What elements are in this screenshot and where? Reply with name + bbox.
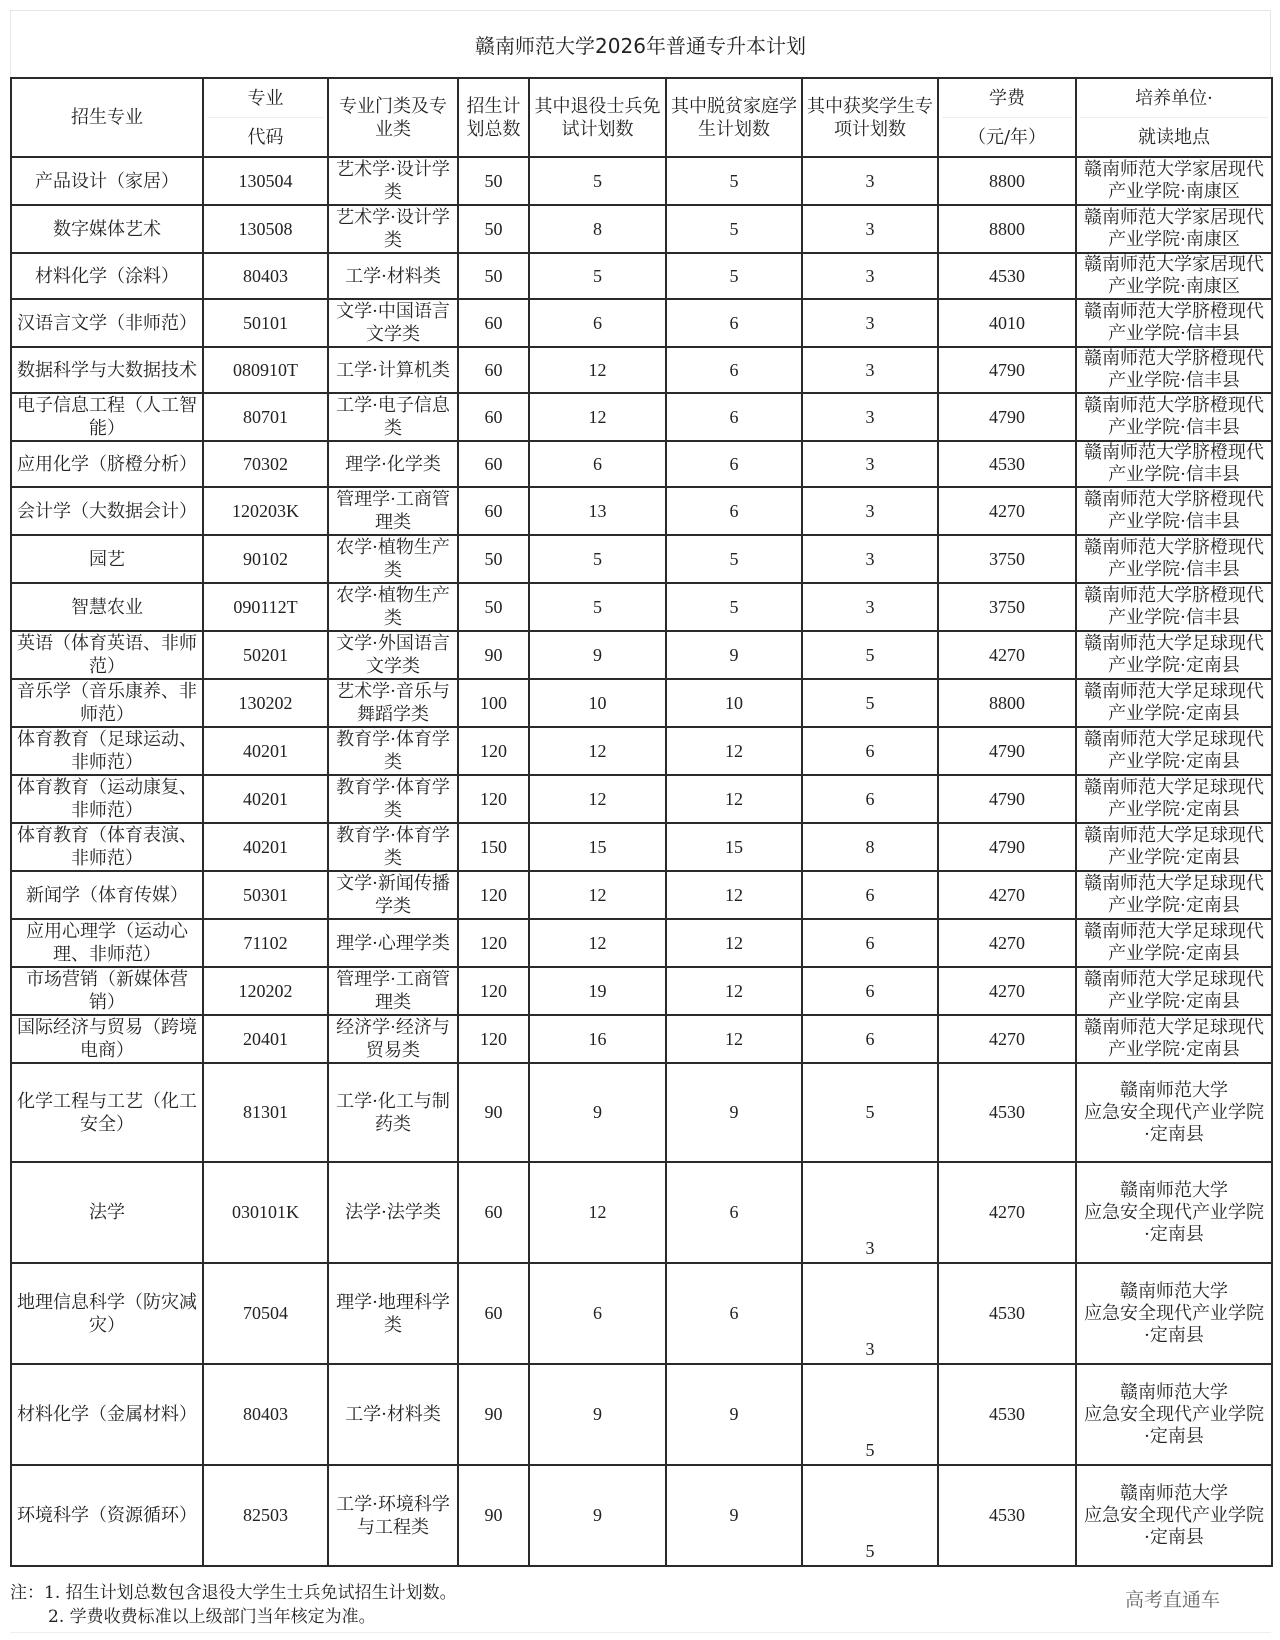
table-row: [11, 441, 1272, 487]
table-row: [11, 1465, 1272, 1566]
award-cell: 3: [802, 487, 938, 535]
code-cell: 120203K: [203, 487, 328, 535]
veteran-cell: 12: [529, 347, 666, 393]
category-cell: 理学·心理学类: [328, 919, 458, 967]
fee-cell: 4270: [938, 631, 1076, 679]
fee-cell: 4790: [938, 823, 1076, 871]
unit-cell: 赣南师范大学足球现代产业学院·定南县: [1076, 967, 1272, 1015]
table-row: [11, 157, 1272, 205]
category-cell: 管理学·工商管理类: [328, 967, 458, 1015]
fee-cell: 4530: [938, 1263, 1076, 1364]
table-row: [11, 775, 1272, 823]
unit-line: 赣南师范大学: [1120, 1482, 1228, 1504]
fee-cell: 4270: [938, 1162, 1076, 1263]
fee-cell: 8800: [938, 205, 1076, 253]
poverty-cell: 12: [666, 1015, 802, 1063]
total-cell: 50: [458, 205, 529, 253]
veteran-cell: 12: [529, 1162, 666, 1263]
major-cell: 市场营销（新媒体营销）: [11, 967, 203, 1015]
award-cell: 3: [802, 157, 938, 205]
code-cell: 080910T: [203, 347, 328, 393]
poverty-cell: 5: [666, 253, 802, 299]
unit-cell: 赣南师范大学脐橙现代产业学院·信丰县: [1076, 393, 1272, 441]
total-cell: 90: [458, 1465, 529, 1566]
table-row: [11, 253, 1272, 299]
major-cell: 新闻学（体育传媒）: [11, 871, 203, 919]
major-cell: 材料化学（金属材料）: [11, 1364, 203, 1465]
award-cell: 3: [802, 583, 938, 631]
code-cell: 82503: [203, 1465, 328, 1566]
award-cell: 3: [802, 1162, 938, 1263]
table-row: [11, 1263, 1272, 1364]
category-cell: 管理学·工商管理类: [328, 487, 458, 535]
veteran-cell: 12: [529, 871, 666, 919]
table-row: [11, 679, 1272, 727]
unit-cell: 赣南师范大学足球现代产业学院·定南县: [1076, 1015, 1272, 1063]
award-cell: 3: [802, 205, 938, 253]
code-cell: 50301: [203, 871, 328, 919]
code-cell: 130508: [203, 205, 328, 253]
category-cell: 工学·计算机类: [328, 347, 458, 393]
poverty-cell: 9: [666, 1465, 802, 1566]
category-cell: 艺术学·音乐与舞蹈学类: [328, 679, 458, 727]
total-cell: 120: [458, 967, 529, 1015]
header-total: 招生计划总数: [458, 78, 529, 157]
total-cell: 120: [458, 775, 529, 823]
total-cell: 120: [458, 727, 529, 775]
header-poverty: 其中脱贫家庭学生计划数: [666, 78, 802, 157]
table-row: [11, 727, 1272, 775]
unit-line: ·定南县: [1144, 1223, 1204, 1245]
award-cell: 6: [802, 967, 938, 1015]
fee-cell: 3750: [938, 583, 1076, 631]
unit-cell: 赣南师范大学脐橙现代产业学院·信丰县: [1076, 535, 1272, 583]
unit-cell: [1076, 1162, 1272, 1263]
veteran-cell: 8: [529, 205, 666, 253]
category-cell: 文学·外国语言文学类: [328, 631, 458, 679]
total-cell: 90: [458, 1364, 529, 1465]
veteran-cell: 12: [529, 919, 666, 967]
category-cell: 文学·新闻传播学类: [328, 871, 458, 919]
category-cell: 文学·中国语言文学类: [328, 299, 458, 347]
poverty-cell: 5: [666, 205, 802, 253]
category-cell: 工学·材料类: [328, 253, 458, 299]
veteran-cell: 12: [529, 775, 666, 823]
fee-cell: 4270: [938, 919, 1076, 967]
unit-cell: 赣南师范大学脐橙现代产业学院·信丰县: [1076, 583, 1272, 631]
code-cell: 50101: [203, 299, 328, 347]
header-veteran: 其中退役士兵免试计划数: [529, 78, 666, 157]
code-cell: 20401: [203, 1015, 328, 1063]
watermark: 高考直通车: [1124, 1589, 1220, 1611]
unit-cell: [1076, 1063, 1272, 1162]
fee-cell: 4790: [938, 347, 1076, 393]
code-cell: 80403: [203, 1364, 328, 1465]
header-category: 专业门类及专业类: [328, 78, 458, 157]
unit-cell: [1076, 1465, 1272, 1566]
major-cell: 法学: [11, 1162, 203, 1263]
total-cell: 60: [458, 299, 529, 347]
table-row: [11, 487, 1272, 535]
unit-cell: [1076, 1263, 1272, 1364]
total-cell: 90: [458, 1063, 529, 1162]
table-row: [11, 1063, 1272, 1162]
enrollment-plan-sheet: [10, 10, 1271, 1567]
code-cell: 40201: [203, 775, 328, 823]
poverty-cell: 6: [666, 487, 802, 535]
table-row: [11, 205, 1272, 253]
veteran-cell: 10: [529, 679, 666, 727]
major-cell: 环境科学（资源循环）: [11, 1465, 203, 1566]
code-cell: 130504: [203, 157, 328, 205]
enrollment-table: [10, 77, 1273, 1567]
header-major: 招生专业: [11, 78, 203, 157]
award-cell: 5: [802, 631, 938, 679]
code-cell: 80403: [203, 253, 328, 299]
poverty-cell: 6: [666, 299, 802, 347]
poverty-cell: 6: [666, 1263, 802, 1364]
unit-cell: 赣南师范大学家居现代产业学院·南康区: [1076, 253, 1272, 299]
unit-line: 应急安全现代产业学院: [1084, 1403, 1264, 1425]
major-cell: 汉语言文学（非师范）: [11, 299, 203, 347]
category-cell: 艺术学·设计学类: [328, 205, 458, 253]
award-cell: 6: [802, 1015, 938, 1063]
veteran-cell: 5: [529, 157, 666, 205]
fee-cell: 4790: [938, 393, 1076, 441]
unit-cell: 赣南师范大学足球现代产业学院·定南县: [1076, 679, 1272, 727]
fee-cell: 8800: [938, 679, 1076, 727]
total-cell: 50: [458, 583, 529, 631]
award-cell: 6: [802, 919, 938, 967]
fee-cell: 4270: [938, 1015, 1076, 1063]
poverty-cell: 12: [666, 919, 802, 967]
category-cell: 工学·材料类: [328, 1364, 458, 1465]
total-cell: 120: [458, 1015, 529, 1063]
poverty-cell: 12: [666, 775, 802, 823]
unit-line: ·定南县: [1144, 1123, 1204, 1145]
sheet-title: 赣南师范大学2026年普通专升本计划: [10, 10, 1271, 77]
unit-cell: 赣南师范大学足球现代产业学院·定南县: [1076, 871, 1272, 919]
table-row: [11, 299, 1272, 347]
code-cell: 030101K: [203, 1162, 328, 1263]
veteran-cell: 16: [529, 1015, 666, 1063]
veteran-cell: 13: [529, 487, 666, 535]
award-cell: 8: [802, 823, 938, 871]
fee-cell: 4270: [938, 871, 1076, 919]
poverty-cell: 6: [666, 441, 802, 487]
code-cell: 120202: [203, 967, 328, 1015]
header-code: 专业 代码: [203, 78, 328, 157]
poverty-cell: 5: [666, 583, 802, 631]
major-cell: 化学工程与工艺（化工安全）: [11, 1063, 203, 1162]
total-cell: 60: [458, 393, 529, 441]
unit-line: 赣南师范大学: [1120, 1280, 1228, 1302]
code-cell: 50201: [203, 631, 328, 679]
table-row: [11, 393, 1272, 441]
category-cell: 理学·化学类: [328, 441, 458, 487]
unit-line: ·定南县: [1144, 1324, 1204, 1346]
unit-line: ·定南县: [1144, 1425, 1204, 1447]
award-cell: 3: [802, 1263, 938, 1364]
major-cell: 数字媒体艺术: [11, 205, 203, 253]
unit-cell: 赣南师范大学家居现代产业学院·南康区: [1076, 205, 1272, 253]
code-cell: 40201: [203, 823, 328, 871]
major-cell: 会计学（大数据会计）: [11, 487, 203, 535]
award-cell: 3: [802, 393, 938, 441]
award-cell: 3: [802, 535, 938, 583]
major-cell: 园艺: [11, 535, 203, 583]
poverty-cell: 12: [666, 967, 802, 1015]
table-row: [11, 347, 1272, 393]
code-cell: 090112T: [203, 583, 328, 631]
major-cell: 应用心理学（运动心理、非师范）: [11, 919, 203, 967]
major-cell: 产品设计（家居）: [11, 157, 203, 205]
poverty-cell: 10: [666, 679, 802, 727]
unit-line: 应急安全现代产业学院: [1084, 1504, 1264, 1526]
fee-cell: 4530: [938, 1465, 1076, 1566]
major-cell: 材料化学（涂料）: [11, 253, 203, 299]
award-cell: 6: [802, 871, 938, 919]
header-fee: 学费 （元/年）: [938, 78, 1076, 157]
fee-cell: 4530: [938, 1063, 1076, 1162]
unit-line: ·定南县: [1144, 1526, 1204, 1548]
award-cell: 5: [802, 1063, 938, 1162]
unit-cell: 赣南师范大学脐橙现代产业学院·信丰县: [1076, 487, 1272, 535]
poverty-cell: 5: [666, 157, 802, 205]
fee-cell: 4010: [938, 299, 1076, 347]
fee-cell: 4270: [938, 487, 1076, 535]
unit-cell: 赣南师范大学足球现代产业学院·定南县: [1076, 919, 1272, 967]
unit-line: 应急安全现代产业学院: [1084, 1201, 1264, 1223]
unit-cell: 赣南师范大学家居现代产业学院·南康区: [1076, 157, 1272, 205]
category-cell: 艺术学·设计学类: [328, 157, 458, 205]
major-cell: 体育教育（体育表演、非师范）: [11, 823, 203, 871]
veteran-cell: 5: [529, 535, 666, 583]
veteran-cell: 5: [529, 253, 666, 299]
table-row: [11, 823, 1272, 871]
header-row: [11, 78, 1272, 157]
unit-line: 赣南师范大学: [1120, 1179, 1228, 1201]
category-cell: 农学·植物生产类: [328, 535, 458, 583]
fee-cell: 3750: [938, 535, 1076, 583]
veteran-cell: 19: [529, 967, 666, 1015]
fee-cell: 4790: [938, 727, 1076, 775]
poverty-cell: 6: [666, 393, 802, 441]
veteran-cell: 9: [529, 1364, 666, 1465]
fee-cell: 4530: [938, 441, 1076, 487]
poverty-cell: 12: [666, 727, 802, 775]
category-cell: 工学·环境科学与工程类: [328, 1465, 458, 1566]
major-cell: 地理信息科学（防灾减灾）: [11, 1263, 203, 1364]
code-cell: 70504: [203, 1263, 328, 1364]
major-cell: 音乐学（音乐康养、非师范）: [11, 679, 203, 727]
unit-cell: 赣南师范大学脐橙现代产业学院·信丰县: [1076, 347, 1272, 393]
code-cell: 80701: [203, 393, 328, 441]
major-cell: 体育教育（足球运动、非师范）: [11, 727, 203, 775]
category-cell: 教育学·体育学类: [328, 823, 458, 871]
veteran-cell: 6: [529, 299, 666, 347]
total-cell: 60: [458, 347, 529, 393]
fee-cell: 8800: [938, 157, 1076, 205]
code-cell: 70302: [203, 441, 328, 487]
total-cell: 120: [458, 871, 529, 919]
note-2: 2. 学费收费标准以上级部门当年核定为准。: [48, 1607, 376, 1627]
total-cell: 90: [458, 631, 529, 679]
table-row: [11, 535, 1272, 583]
unit-cell: [1076, 1364, 1272, 1465]
total-cell: 100: [458, 679, 529, 727]
unit-cell: 赣南师范大学足球现代产业学院·定南县: [1076, 775, 1272, 823]
major-cell: 智慧农业: [11, 583, 203, 631]
veteran-cell: 12: [529, 393, 666, 441]
table-row: [11, 967, 1272, 1015]
category-cell: 理学·地理科学类: [328, 1263, 458, 1364]
unit-line: 赣南师范大学: [1120, 1381, 1228, 1403]
award-cell: 5: [802, 1364, 938, 1465]
veteran-cell: 6: [529, 1263, 666, 1364]
veteran-cell: 15: [529, 823, 666, 871]
poverty-cell: 9: [666, 631, 802, 679]
major-cell: 应用化学（脐橙分析）: [11, 441, 203, 487]
major-cell: 电子信息工程（人工智能）: [11, 393, 203, 441]
unit-cell: 赣南师范大学足球现代产业学院·定南县: [1076, 823, 1272, 871]
major-cell: 数据科学与大数据技术: [11, 347, 203, 393]
poverty-cell: 15: [666, 823, 802, 871]
veteran-cell: 6: [529, 441, 666, 487]
veteran-cell: 5: [529, 583, 666, 631]
table-row: [11, 583, 1272, 631]
major-cell: 国际经济与贸易（跨境电商）: [11, 1015, 203, 1063]
table-row: [11, 1015, 1272, 1063]
award-cell: 5: [802, 679, 938, 727]
poverty-cell: 9: [666, 1063, 802, 1162]
category-cell: 教育学·体育学类: [328, 727, 458, 775]
total-cell: 150: [458, 823, 529, 871]
code-cell: 40201: [203, 727, 328, 775]
fee-cell: 4530: [938, 253, 1076, 299]
award-cell: 3: [802, 299, 938, 347]
total-cell: 60: [458, 1162, 529, 1263]
note-1: 注：1. 招生计划总数包含退役大学生士兵免试招生计划数。: [10, 1583, 457, 1603]
table-row: [11, 631, 1272, 679]
poverty-cell: 12: [666, 871, 802, 919]
unit-line: 应急安全现代产业学院: [1084, 1302, 1264, 1324]
poverty-cell: 6: [666, 347, 802, 393]
category-cell: 工学·化工与制药类: [328, 1063, 458, 1162]
total-cell: 120: [458, 919, 529, 967]
category-cell: 农学·植物生产类: [328, 583, 458, 631]
award-cell: 3: [802, 441, 938, 487]
major-cell: 体育教育（运动康复、非师范）: [11, 775, 203, 823]
total-cell: 60: [458, 1263, 529, 1364]
notes: [10, 1582, 1271, 1630]
total-cell: 50: [458, 157, 529, 205]
total-cell: 50: [458, 535, 529, 583]
total-cell: 60: [458, 441, 529, 487]
code-cell: 90102: [203, 535, 328, 583]
poverty-cell: 5: [666, 535, 802, 583]
total-cell: 50: [458, 253, 529, 299]
table-row: [11, 1364, 1272, 1465]
category-cell: 工学·电子信息类: [328, 393, 458, 441]
category-cell: 经济学·经济与贸易类: [328, 1015, 458, 1063]
fee-cell: 4530: [938, 1364, 1076, 1465]
total-cell: 60: [458, 487, 529, 535]
table-row: [11, 871, 1272, 919]
veteran-cell: 12: [529, 727, 666, 775]
award-cell: 3: [802, 347, 938, 393]
major-cell: 英语（体育英语、非师范）: [11, 631, 203, 679]
code-cell: 71102: [203, 919, 328, 967]
unit-cell: 赣南师范大学脐橙现代产业学院·信丰县: [1076, 441, 1272, 487]
unit-cell: 赣南师范大学足球现代产业学院·定南县: [1076, 631, 1272, 679]
unit-cell: 赣南师范大学脐橙现代产业学院·信丰县: [1076, 299, 1272, 347]
veteran-cell: 9: [529, 631, 666, 679]
header-unit: 培养单位· 就读地点: [1076, 78, 1272, 157]
poverty-cell: 9: [666, 1364, 802, 1465]
fee-cell: 4790: [938, 775, 1076, 823]
fee-cell: 4270: [938, 967, 1076, 1015]
veteran-cell: 9: [529, 1465, 666, 1566]
code-cell: 81301: [203, 1063, 328, 1162]
award-cell: 6: [802, 727, 938, 775]
veteran-cell: 9: [529, 1063, 666, 1162]
award-cell: 6: [802, 775, 938, 823]
poverty-cell: 6: [666, 1162, 802, 1263]
unit-line: 应急安全现代产业学院: [1084, 1101, 1264, 1123]
code-cell: 130202: [203, 679, 328, 727]
table-row: [11, 1162, 1272, 1263]
award-cell: 3: [802, 253, 938, 299]
table-row: [11, 919, 1272, 967]
category-cell: 教育学·体育学类: [328, 775, 458, 823]
award-cell: 5: [802, 1465, 938, 1566]
header-award: 其中获奖学生专项计划数: [802, 78, 938, 157]
unit-line: 赣南师范大学: [1120, 1079, 1228, 1101]
category-cell: 法学·法学类: [328, 1162, 458, 1263]
unit-cell: 赣南师范大学足球现代产业学院·定南县: [1076, 727, 1272, 775]
